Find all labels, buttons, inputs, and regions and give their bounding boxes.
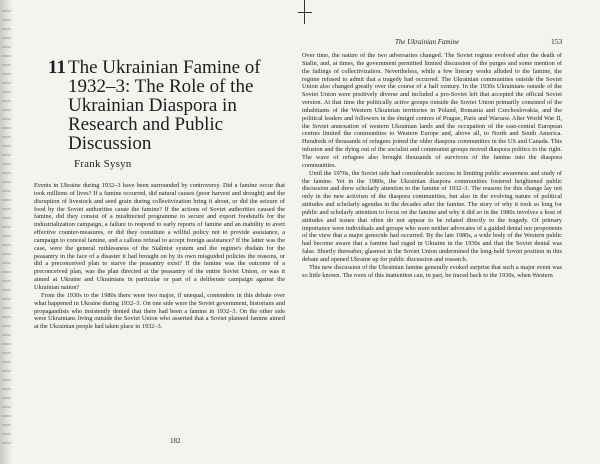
- book-gutter-shadow: [0, 0, 14, 464]
- body-paragraph: Over time, the nature of the two adversaries changed. The Soviet regime evolved after the death of Stalin, and, at times, the government permitted limited discussion of the purges and some mention of the failings of collectivization. Nevertheless, while a few literary works alluded to the famine, the regime refused to admit that a tragedy had occurred. The Ukrainian communities outside the Soviet Union also changed greatly over the course of a half century. In the 1930s Ukrainians outside of the Soviet Union were positively diverse and included a pro-Soviet left that accepted the official Soviet version. At that time the politically active groups outside the Soviet Union primarily consisted of the inhabitants of the Western Ukrainian territories in Poland, Romania and Czechoslovakia, and the political leaders and followers in the émigré centres of Prague, Paris and Warsaw. After World War II, the Soviet annexation of western Ukrainian lands and the occupation of the east-central European centres limited the communities to Western Europe and, above all, to North and South America. Hundreds of thousands of refugees joined the older diaspora communities in the US and Canada. This infusion and the dying out of the socialist and communist groups moved diaspora politics to the right. The wave of refugees also brought thousands of survivors of the famine into the diaspora communities.: [302, 52, 562, 169]
- body-paragraph: Events in Ukraine during 1932–3 have been surrounded by controversy. Did a famine occur that took millions of lives? If a famine occurred, did natural causes (poor harvest and drought) and the disruption of livestock and seed grain during collectivization bring it about, or did the seizure of food by the Soviet authorities cause the famine? If the actions of Soviet authorities caused the famine, did they consist of a misdirected programme to secure and export foodstuffs for the industrialization campaign, a failure to respond to early reports of famine and an inability to avert effective counter-measures, or did they constitute a willful policy not to provide assistance, a campaign to conceal famine, and a callous refusal to accept foreign assistance? If the latter was the case, were the general ruthlessness of the Stalinist system and the regime's disdain for the peasantry in the face of a disaster it had brought on by its own misguided policies the reasons, or did a preconceived plan to starve the peasantry exist? If the famine was the outcome of a preconceived plan, was the plan directed at the peasantry of the entire Soviet Union, or was it aimed at Ukraine and Ukrainians in particular or part of a deliberate campaign against the Ukrainian nation?: [34, 182, 285, 291]
- binding-edge: [2, 10, 11, 450]
- right-page-body: [302, 52, 562, 279]
- chapter-title: The Ukrainian Famine of 1932–3: The Role of the Ukrainian Diaspora in Research and Public Discussion: [68, 57, 261, 154]
- crop-mark: [298, 0, 312, 26]
- chapter-number: 11: [48, 57, 66, 78]
- body-paragraph: Until the 1970s, the Soviet side had considerable success in limiting public awareness and study of the famine. Yet in the 1980s, the Ukrainian diaspora communities fostered heightened public discussion and drew scholarly attention to the famine of 1932–3. The reasons for this change lay not only in the new activism of the diaspora communities, but also in the evolving nature of political attitudes and scholarly agendas in the decades after the famine. The story of why it took so long for public and scholarly attention to focus on the famine and why it did so in the 1980s involves a host of attitudes and issues that often do not appear to be related directly to the tragedy. Of primary importance were individuals and groups who were neither advocates of a guided denial nor proponents of the view that a major genocide had occurred. By the late 1980s, a wide body of the Western public had become aware that a famine had raged in Ukraine in the 1930s and that the Soviet denial was false. Shortly thereafter, glasnost in the Soviet Union undermined the long-held Soviet position in this debate and opened Ukraine up for public discussion and research.: [302, 169, 562, 263]
- crop-mark-horizontal: [298, 12, 312, 13]
- chapter-author: Frank Sysyn: [74, 158, 132, 170]
- left-page-number: 182: [170, 437, 181, 445]
- chapter-heading: [48, 58, 286, 170]
- body-paragraph: From the 1930s to the 1980s there were two major, if unequal, contenders in this debate over what happened in Ukraine during 1932–3. On one side were the Soviet government, historians and propagandists who insistently denied that there had been a famine in 1932–3. On the other side were Ukrainians living outside the Soviet Union who asserted that a Soviet planned famine aimed at the Ukrainian people had taken place in 1932–3.: [34, 291, 285, 331]
- left-page-body: [34, 182, 285, 331]
- body-paragraph: This new discussion of the Ukrainian famine generally evoked surprise that such a major event was so little known. The roots of this inattention can, in part, be traced back to the 1930s, when Western: [302, 263, 562, 279]
- running-head: The Ukrainian Famine: [395, 38, 460, 46]
- right-page-number: 153: [551, 37, 563, 46]
